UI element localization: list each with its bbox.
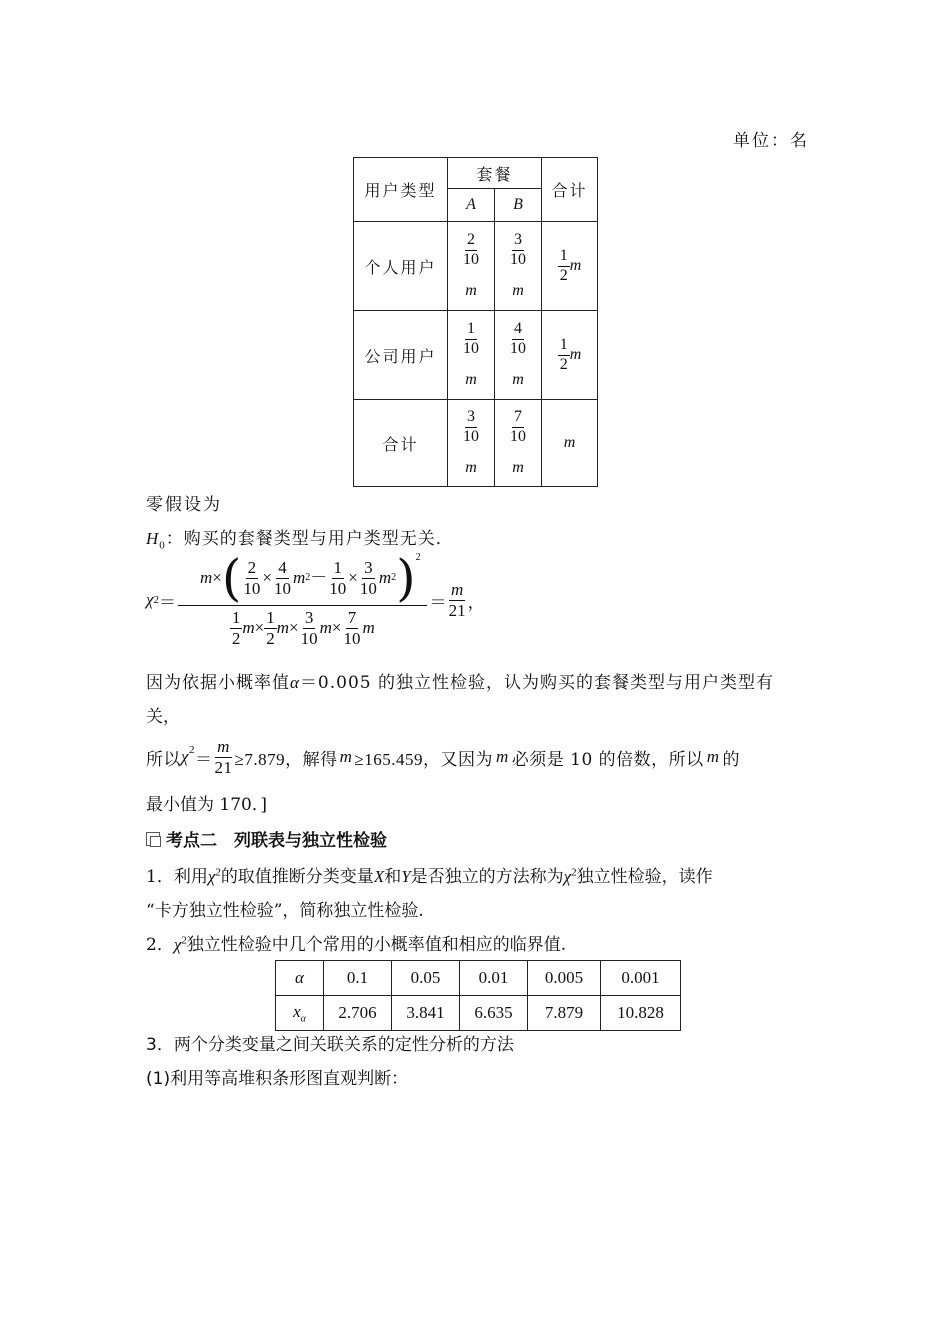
frac-num: 3 bbox=[364, 557, 373, 577]
frac-den: 10 bbox=[343, 628, 361, 648]
chi-symbol: χ bbox=[563, 867, 572, 886]
left-paren: ( bbox=[221, 549, 242, 607]
h0-line bbox=[146, 524, 454, 551]
frac-num: 1 bbox=[231, 608, 241, 627]
x-symbol: x bbox=[293, 1001, 301, 1021]
h0-text: ：购买的套餐类型与用户类型无关． bbox=[165, 529, 454, 549]
text: 所以 bbox=[146, 749, 181, 770]
frac-var: m bbox=[465, 371, 477, 389]
critical-value-table bbox=[275, 960, 681, 1031]
text: 独立性检验，读作 bbox=[576, 867, 713, 887]
sq: 2 bbox=[305, 571, 311, 583]
var-m: m bbox=[339, 747, 353, 767]
frac-var: m bbox=[569, 345, 582, 363]
frac-den: 10 bbox=[300, 628, 318, 648]
frac-num: m bbox=[451, 580, 464, 599]
frac-num: 4 bbox=[512, 321, 524, 340]
equals: ＝ bbox=[194, 749, 213, 769]
section-title bbox=[146, 826, 387, 851]
frac-num: 7 bbox=[347, 608, 357, 627]
frac-num: 1 bbox=[266, 608, 275, 627]
conclusion-line-4: 最小值为 170．] bbox=[146, 795, 267, 815]
frac-num: 4 bbox=[278, 557, 287, 577]
alpha-cell: 0.001 bbox=[601, 961, 681, 996]
frac-num: 1 bbox=[558, 337, 570, 356]
frac-num: 1 bbox=[333, 557, 342, 577]
table-row bbox=[276, 961, 681, 996]
chi-sq: 2 bbox=[153, 594, 159, 607]
table-row bbox=[354, 222, 598, 311]
paragraph-1 bbox=[146, 862, 713, 887]
sq: 2 bbox=[391, 571, 397, 583]
equals: ＝ bbox=[429, 592, 447, 612]
paragraph-3: 3．两个分类变量之间关联关系的定性分析的方法 bbox=[146, 1035, 514, 1055]
frac-num: 1 bbox=[558, 248, 570, 267]
row-label: 合计 bbox=[354, 400, 448, 487]
sq: 2 bbox=[215, 866, 221, 879]
frac-den: 10 bbox=[243, 578, 261, 598]
var-m: m bbox=[362, 618, 375, 638]
header-plan-b: B bbox=[495, 189, 542, 222]
sq: 2 bbox=[571, 866, 577, 879]
frac-den: 10 bbox=[273, 578, 291, 598]
frac-num: 2 bbox=[465, 232, 477, 251]
times: × bbox=[348, 568, 358, 588]
conclusion-line-3 bbox=[146, 738, 740, 777]
frac-num: 1 bbox=[465, 321, 477, 340]
text: 的取值推断分类变量 bbox=[220, 867, 374, 887]
times: × bbox=[289, 618, 299, 638]
var-m: m bbox=[706, 747, 720, 767]
sq: 2 bbox=[188, 744, 195, 756]
var-m: m bbox=[276, 618, 290, 638]
frac-var: m bbox=[465, 282, 477, 300]
frac-den: 21 bbox=[448, 600, 466, 620]
text: 独立性检验中几个常用的小概率值和相应的临界值. bbox=[186, 935, 567, 955]
text: ≥165.459，又因为 bbox=[354, 749, 493, 769]
sq: 2 bbox=[181, 934, 187, 947]
conclusion-line-2: 关， bbox=[146, 707, 180, 727]
var-m: m bbox=[319, 618, 332, 638]
chi-symbol: χ bbox=[146, 590, 154, 610]
frac-den: 10 bbox=[359, 578, 377, 598]
null-hyp-intro: 零假设为 bbox=[146, 495, 222, 515]
sq: 2 bbox=[415, 552, 421, 563]
chi-formula bbox=[146, 549, 485, 648]
alpha-label: α bbox=[276, 961, 324, 996]
equals: ＝ bbox=[158, 592, 176, 612]
frac-num: 2 bbox=[247, 557, 257, 577]
alpha-cell: 0.1 bbox=[324, 961, 392, 996]
frac-den: 10 bbox=[510, 250, 526, 268]
critical-value-cell: 7.879 bbox=[528, 996, 601, 1031]
frac-den: 10 bbox=[463, 339, 479, 357]
frac-num: 7 bbox=[512, 409, 524, 428]
chi-symbol: χ bbox=[181, 747, 189, 767]
var-y: Y bbox=[401, 867, 411, 886]
h0-symbol: H bbox=[146, 529, 160, 548]
text: 1．利用 bbox=[146, 867, 208, 887]
alpha-cell: 0.005 bbox=[528, 961, 601, 996]
times: × bbox=[262, 568, 272, 588]
alpha-cell: 0.01 bbox=[460, 961, 528, 996]
row-label: 公司用户 bbox=[354, 311, 448, 400]
var-x: X bbox=[373, 867, 385, 886]
header-user-type: 用户类型 bbox=[354, 158, 448, 222]
times: × bbox=[331, 618, 342, 638]
paragraph-1-cont: “卡方独立性检验”，简称独立性检验. bbox=[146, 901, 424, 921]
header-plan-a: A bbox=[448, 189, 495, 222]
minus: － bbox=[310, 568, 328, 588]
critical-value-cell: 2.706 bbox=[324, 996, 392, 1031]
var-m: m bbox=[378, 568, 392, 588]
h0-sub: 0 bbox=[159, 539, 166, 552]
text: 因为依据小概率值 bbox=[146, 673, 290, 693]
frac-den: 2 bbox=[266, 628, 275, 648]
text: 和 bbox=[384, 867, 402, 887]
total-cell: m bbox=[542, 400, 598, 487]
table-row bbox=[354, 311, 598, 400]
frac-den: 10 bbox=[463, 250, 479, 268]
comma: ， bbox=[467, 592, 485, 613]
paragraph-4: (1)利用等高堆积条形图直观判断： bbox=[146, 1069, 409, 1089]
frac-den: 2 bbox=[559, 355, 568, 373]
table-row bbox=[276, 996, 681, 1031]
frac-var: m bbox=[465, 459, 477, 477]
frac-num: 3 bbox=[465, 409, 477, 428]
text: 是否独立的方法称为 bbox=[410, 867, 564, 887]
frac-den: 10 bbox=[510, 427, 526, 445]
times: × bbox=[254, 618, 265, 638]
frac-num: 3 bbox=[304, 608, 314, 627]
frac-num: m bbox=[217, 737, 230, 756]
frac-var: m bbox=[512, 371, 524, 389]
paragraph-2 bbox=[146, 930, 566, 955]
frac-den: 2 bbox=[231, 628, 241, 648]
frac-den: 10 bbox=[329, 578, 347, 598]
var-m: m bbox=[292, 568, 306, 588]
times: × bbox=[212, 568, 222, 588]
frac-den: 10 bbox=[463, 427, 479, 445]
critical-value-cell: 3.841 bbox=[392, 996, 460, 1031]
critical-value-cell: 10.828 bbox=[601, 996, 681, 1031]
alpha-cell: 0.05 bbox=[392, 961, 460, 996]
frac-var: m bbox=[512, 282, 524, 300]
text: 的 bbox=[722, 749, 740, 770]
frac-den: 10 bbox=[510, 339, 526, 357]
frac-den: 2 bbox=[559, 266, 568, 284]
contingency-table bbox=[353, 157, 598, 487]
section-square-icon bbox=[146, 832, 160, 846]
header-total: 合计 bbox=[542, 158, 598, 222]
row-label: 个人用户 bbox=[354, 222, 448, 311]
chi-symbol: χ bbox=[207, 867, 216, 886]
table-row bbox=[354, 400, 598, 487]
chi-symbol: χ bbox=[173, 935, 182, 954]
frac-var: m bbox=[569, 256, 582, 274]
var-m: m bbox=[199, 568, 213, 588]
conclusion-line-1 bbox=[146, 668, 774, 693]
text: ＝0.005 的独立性检验，认为购买的套餐类型与用户类型有 bbox=[299, 673, 775, 693]
text: 2． bbox=[146, 935, 174, 955]
alpha: α bbox=[290, 673, 300, 692]
section-title-text: 考点二 列联表与独立性检验 bbox=[166, 831, 387, 851]
frac-den: 21 bbox=[214, 757, 233, 777]
frac-var: m bbox=[512, 459, 524, 477]
frac-num: 3 bbox=[512, 232, 524, 251]
var-m: m bbox=[242, 618, 255, 638]
x-sub: α bbox=[300, 1013, 306, 1025]
text: ≥7.879，解得 bbox=[234, 749, 338, 769]
critical-value-cell: 6.635 bbox=[460, 996, 528, 1031]
right-paren: ) bbox=[396, 549, 416, 607]
var-m: m bbox=[495, 747, 509, 767]
x-alpha-label bbox=[276, 996, 324, 1031]
unit-label: 单位：名 bbox=[733, 131, 809, 151]
header-plan: 套餐 bbox=[448, 158, 542, 189]
text: 必须是 10 的倍数，所以 bbox=[511, 749, 704, 770]
